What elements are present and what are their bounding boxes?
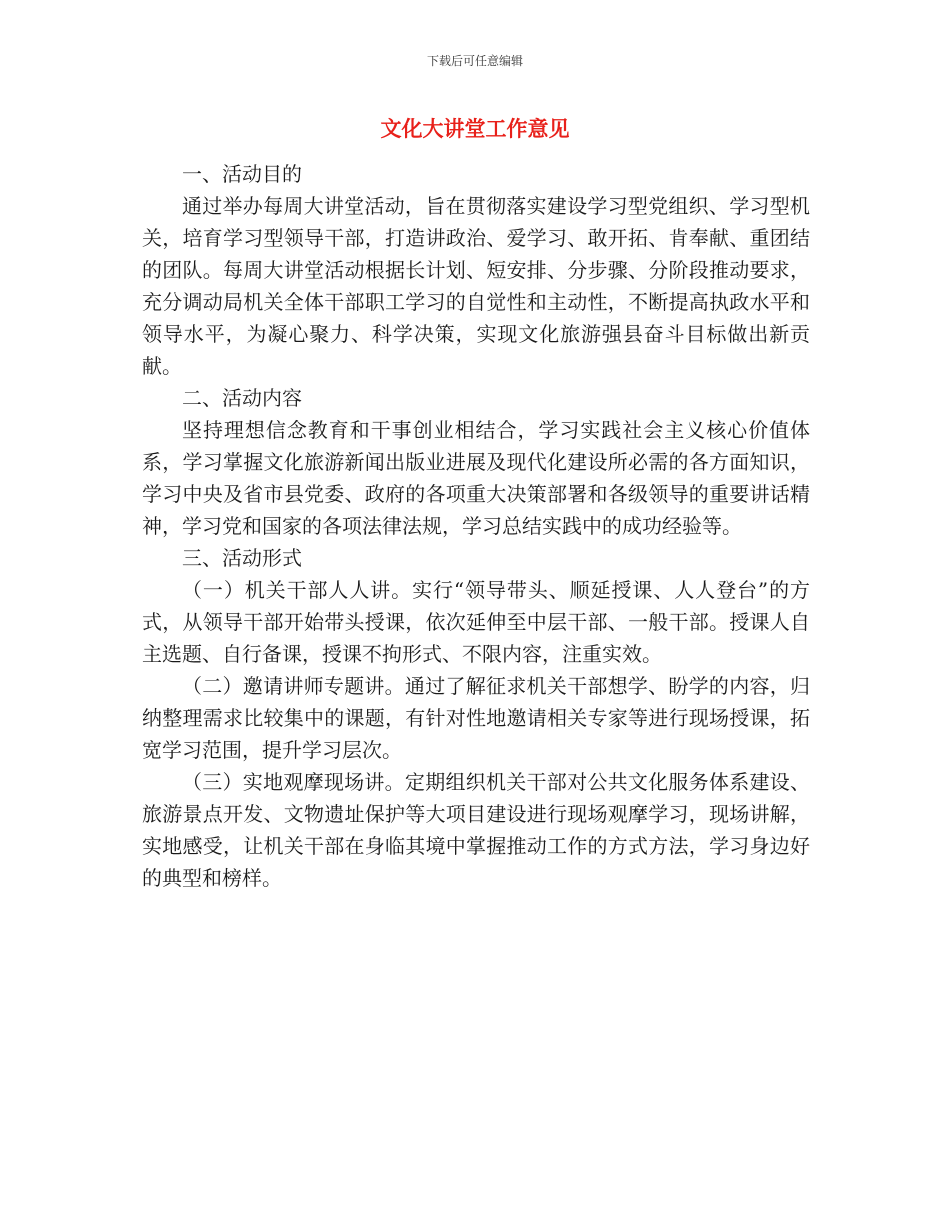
paragraph-format-3: （三）实地观摩现场讲。定期组织机关干部对公共文化服务体系建设、旅游景点开发、文物遗址保护等大项目建设进行现场观摩学习，现场讲解，实地感受，让机关干部在身临其境中掌握推动工作的方式方法，学习身边好的典型和榜样。: [142, 770, 810, 890]
section-heading-purpose: 一、活动目的: [182, 162, 302, 186]
section-heading-format: 三、活动形式: [182, 546, 302, 570]
paragraph-purpose: 通过举办每周大讲堂活动，旨在贯彻落实建设学习型党组织、学习型机关，培育学习型领导干部，打造讲政治、爱学习、敢开拓、肯奉献、重团结的团队。每周大讲堂活动根据长计划、短安排、分步骤、分阶段推动要求，充分调动局机关全体干部职工学习的自觉性和主动性，不断提高执政水平和领导水平，为凝心聚力、科学决策，实现文化旅游强县奋斗目标做出新贡献。: [142, 194, 810, 378]
section-heading-content: 二、活动内容: [182, 386, 302, 410]
document-body: [142, 158, 810, 894]
document-title: 文化大讲堂工作意见: [380, 117, 570, 141]
paragraph-content: 坚持理想信念教育和干事创业相结合，学习实践社会主义核心价值体系，学习掌握文化旅游新闻出版业进展及现代化建设所必需的各方面知识，学习中央及省市县党委、政府的各项重大决策部署和各级领导的重要讲话精神，学习党和国家的各项法律法规，学习总结实践中的成功经验等。: [142, 418, 810, 538]
page-header-note: 下载后可任意编辑: [426, 54, 523, 68]
paragraph-format-2: （二）邀请讲师专题讲。通过了解征求机关干部想学、盼学的内容，归纳整理需求比较集中的课题，有针对性地邀请相关专家等进行现场授课，拓宽学习范围，提升学习层次。: [142, 674, 810, 762]
paragraph-format-1: （一）机关干部人人讲。实行“领导带头、顺延授课、人人登台”的方式，从领导干部开始带头授课，依次延伸至中层干部、一般干部。授课人自主选题、自行备课，授课不拘形式、不限内容，注重实效。: [142, 578, 810, 666]
